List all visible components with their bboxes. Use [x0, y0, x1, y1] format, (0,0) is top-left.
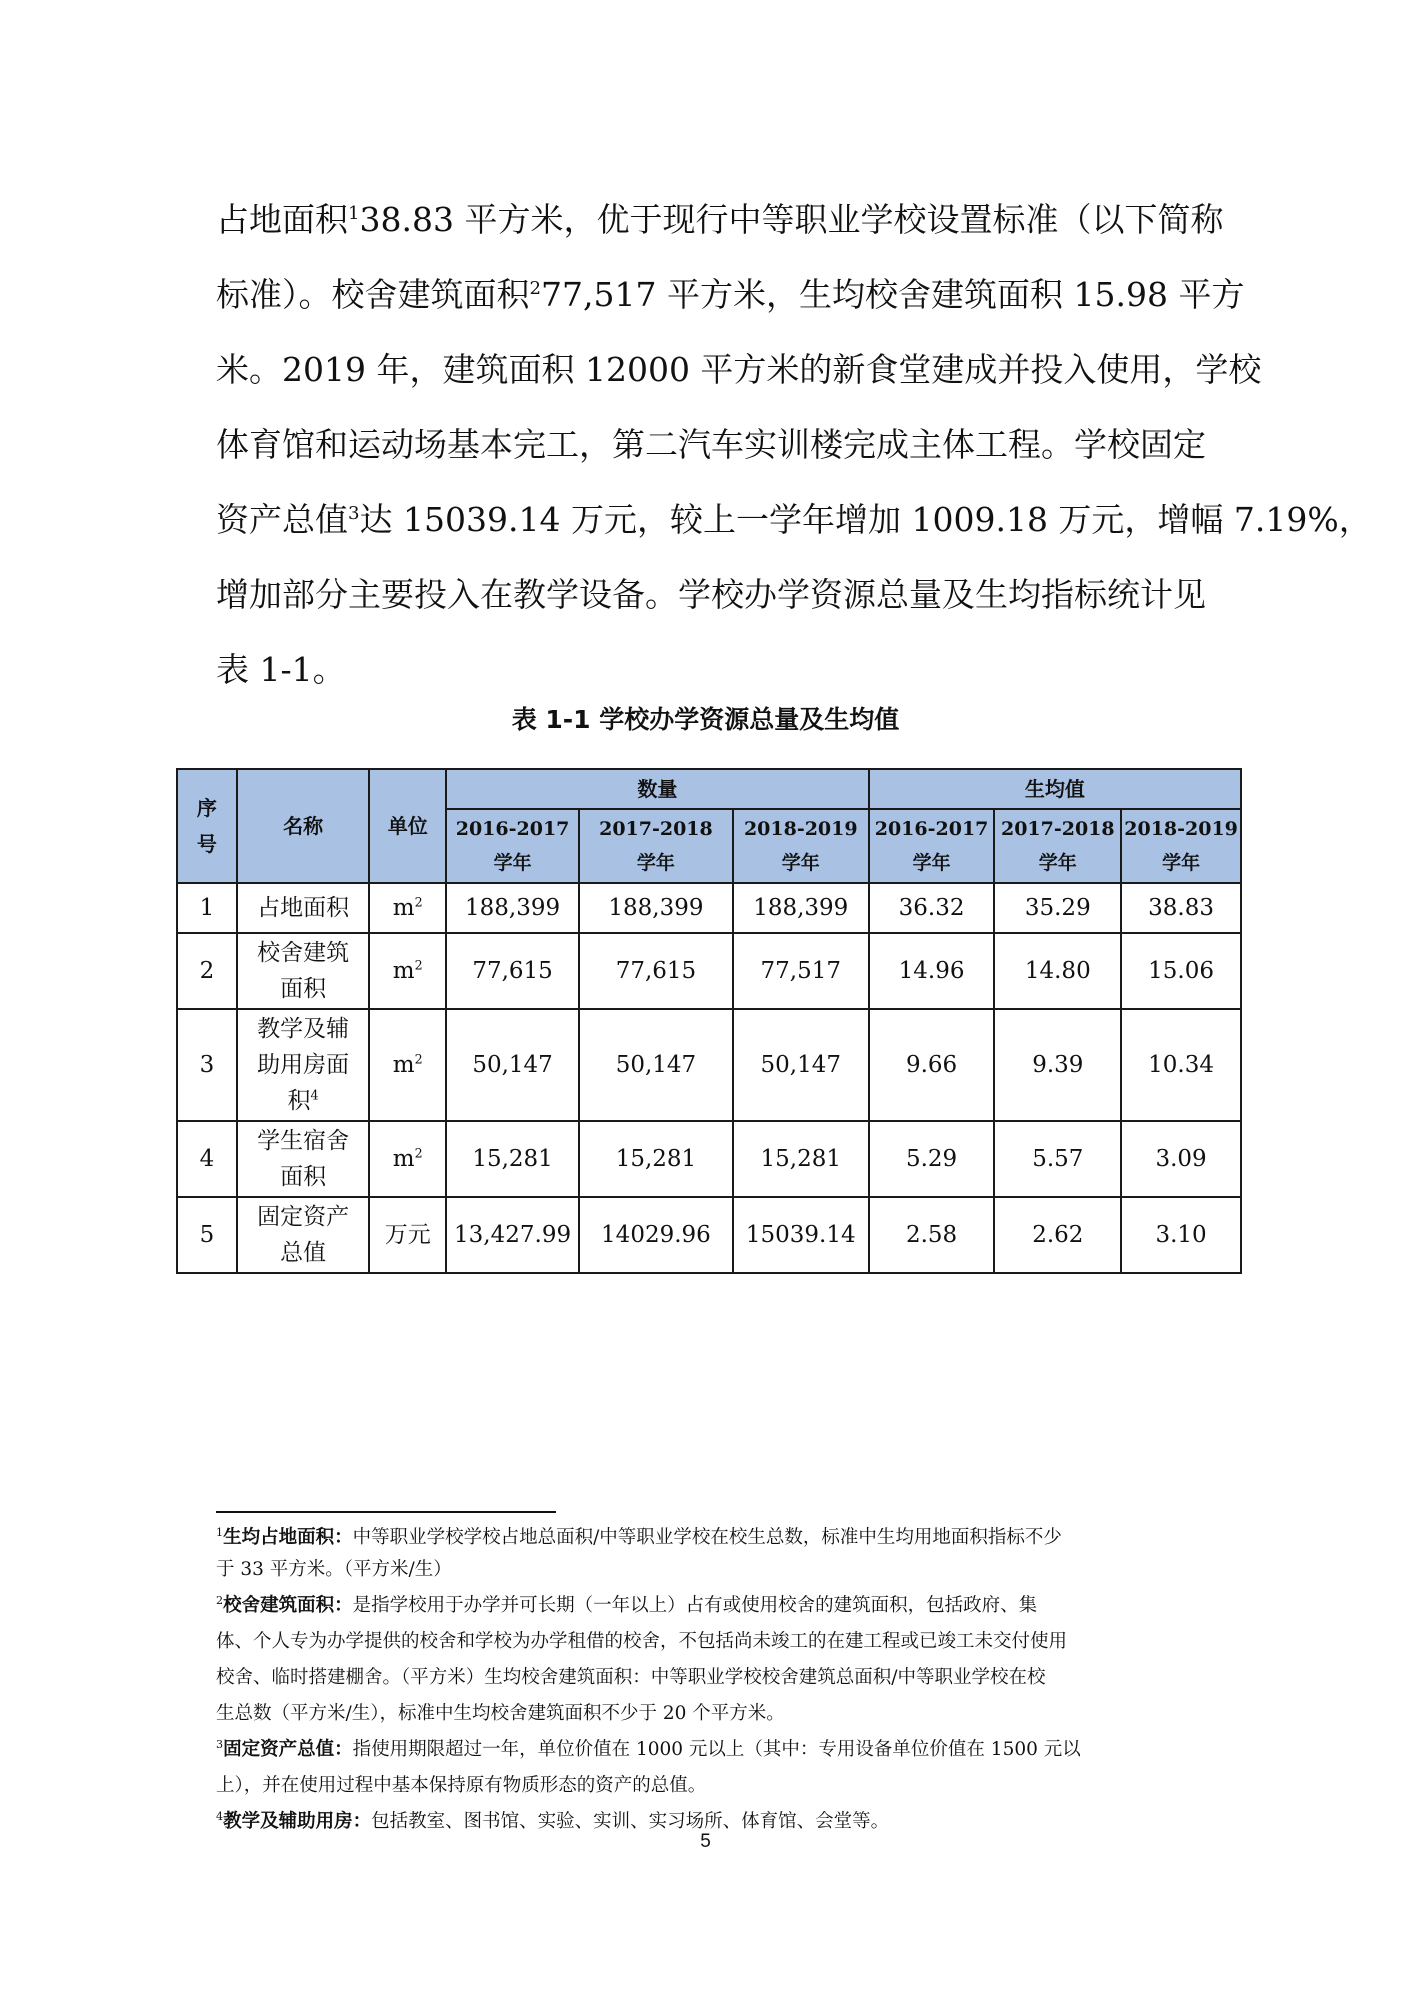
cell-unit: $m^2$	[369, 1121, 446, 1197]
cell-value: 36.32	[869, 883, 995, 933]
footnote-separator	[216, 1511, 556, 1513]
body-line-1: 占地面积$^1$38.83 平方米，优于现行中等职业学校设置标准（以下简称	[216, 200, 1224, 239]
body-line-7: 表 1-1。	[216, 650, 346, 689]
page-number: 5	[700, 1831, 711, 1852]
footnote-1: $^1$生均占地面积：中等职业学校学校占地总面积/中等职业学校在校生总数，标准中生均用地面积指标不少	[216, 1525, 1062, 1548]
table-row	[177, 933, 1241, 1009]
cell-unit: $m^2$	[369, 933, 446, 1009]
footnote-ref-1[interactable]: 1	[348, 203, 360, 224]
cell-value: 13,427.99	[446, 1197, 579, 1273]
cell-value: 14.80	[994, 933, 1121, 1009]
cell-name: 教学及辅 助用房面 积$^4$	[237, 1009, 370, 1121]
cell-value: 188,399	[579, 883, 733, 933]
cell-value: 3.10	[1121, 1197, 1241, 1273]
footnote-2: $^2$校舍建筑面积：是指学校用于办学并可长期（一年以上）占有或使用校舍的建筑面积，包括政府、集	[216, 1593, 1038, 1616]
cell-name: 占地面积	[237, 883, 370, 933]
table-row	[177, 1197, 1241, 1273]
header-unit: 单位	[369, 769, 446, 883]
cell-value: 14.96	[869, 933, 995, 1009]
header-per-student: 生均值	[869, 769, 1241, 809]
footnote-2-cont: 生总数（平方米/生），标准中生均校舍建筑面积不少于 20 个平方米。	[216, 1703, 785, 1724]
footnote-1-cont: 于 33 平方米。（平方米/生）	[216, 1559, 452, 1580]
cell-value: 14029.96	[579, 1197, 733, 1273]
body-line-4: 体育馆和运动场基本完工，第二汽车实训楼完成主体工程。学校固定	[216, 425, 1206, 464]
cell-unit: $m^2$	[369, 883, 446, 933]
cell-name: 学生宿舍 面积	[237, 1121, 370, 1197]
cell-value: 50,147	[579, 1009, 733, 1121]
footnote-3-cont: 上），并在使用过程中基本保持原有物质形态的资产的总值。	[216, 1775, 707, 1796]
body-line-5: 资产总值$^3$达 15039.14 万元，较上一学年增加 1009.18 万元，增幅 7.19%，	[216, 500, 1372, 539]
cell-value: 5.29	[869, 1121, 995, 1197]
cell-value: 2.62	[994, 1197, 1121, 1273]
footnote-ref-2[interactable]: 2	[529, 278, 542, 299]
header-no: 序号	[177, 769, 237, 883]
header-year: 2016-2017 学年	[446, 809, 579, 883]
header-name: 名称	[237, 769, 370, 883]
cell-value: 15,281	[579, 1121, 733, 1197]
cell-value: 188,399	[733, 883, 869, 933]
cell-value: 2.58	[869, 1197, 995, 1273]
cell-value: 10.34	[1121, 1009, 1241, 1121]
footnote-ref-4[interactable]: 4	[310, 1087, 319, 1103]
cell-value: 9.39	[994, 1009, 1121, 1121]
cell-value: 77,615	[446, 933, 579, 1009]
cell-value: 3.09	[1121, 1121, 1241, 1197]
table-row	[177, 1121, 1241, 1197]
header-year: 2018-2019 学年	[1121, 809, 1241, 883]
cell-value: 5.57	[994, 1121, 1121, 1197]
table-row	[177, 883, 1241, 933]
cell-value: 77,615	[579, 933, 733, 1009]
cell-value: 50,147	[733, 1009, 869, 1121]
header-quantity: 数量	[446, 769, 869, 809]
cell-value: 9.66	[869, 1009, 995, 1121]
cell-value: 50,147	[446, 1009, 579, 1121]
cell-no: 5	[177, 1197, 237, 1273]
footnotes	[216, 1520, 1206, 1840]
cell-value: 15039.14	[733, 1197, 869, 1273]
cell-no: 4	[177, 1121, 237, 1197]
header-year: 2017-2018 学年	[579, 809, 733, 883]
cell-no: 2	[177, 933, 237, 1009]
table-caption: 表 1-1 学校办学资源总量及生均值	[511, 705, 900, 734]
body-line-3: 米。2019 年，建筑面积 12000 平方米的新食堂建成并投入使用，学校	[216, 350, 1262, 389]
footnote-4: $^4$教学及辅助用房：包括教室、图书馆、实验、实训、实习场所、体育馆、会堂等。	[216, 1809, 890, 1832]
cell-value: 15,281	[733, 1121, 869, 1197]
body-line-2: 标准）。校舍建筑面积$^2$77,517 平方米，生均校舍建筑面积 15.98 平方	[216, 275, 1245, 314]
cell-value: 77,517	[733, 933, 869, 1009]
cell-no: 1	[177, 883, 237, 933]
header-year: 2016-2017 学年	[869, 809, 995, 883]
footnote-2-cont: 校舍、临时搭建棚舍。（平方米）生均校舍建筑面积：中等职业学校校舍建筑总面积/中等职业学校在校	[216, 1667, 1046, 1688]
body-paragraph	[216, 182, 1372, 707]
cell-value: 15.06	[1121, 933, 1241, 1009]
header-year: 2017-2018 学年	[994, 809, 1121, 883]
cell-name: 校舍建筑 面积	[237, 933, 370, 1009]
body-line-6: 增加部分主要投入在教学设备。学校办学资源总量及生均指标统计见	[216, 575, 1206, 614]
table-row	[177, 1009, 1241, 1121]
footnote-3: $^3$固定资产总值：指使用期限超过一年，单位价值在 1000 元以上（其中：专用设备单位价值在 1500 元以	[216, 1737, 1081, 1760]
cell-unit: 万元	[369, 1197, 446, 1273]
cell-value: 188,399	[446, 883, 579, 933]
resource-table	[176, 768, 1242, 1274]
footnote-ref-3[interactable]: 3	[348, 503, 360, 524]
header-year: 2018-2019 学年	[733, 809, 869, 883]
cell-value: 38.83	[1121, 883, 1241, 933]
cell-no: 3	[177, 1009, 237, 1121]
cell-value: 35.29	[994, 883, 1121, 933]
footnote-2-cont: 体、个人专为办学提供的校舍和学校为办学租借的校舍，不包括尚未竣工的在建工程或已竣工未交付使用	[216, 1631, 1068, 1652]
cell-unit: $m^2$	[369, 1009, 446, 1121]
cell-name: 固定资产 总值	[237, 1197, 370, 1273]
cell-value: 15,281	[446, 1121, 579, 1197]
